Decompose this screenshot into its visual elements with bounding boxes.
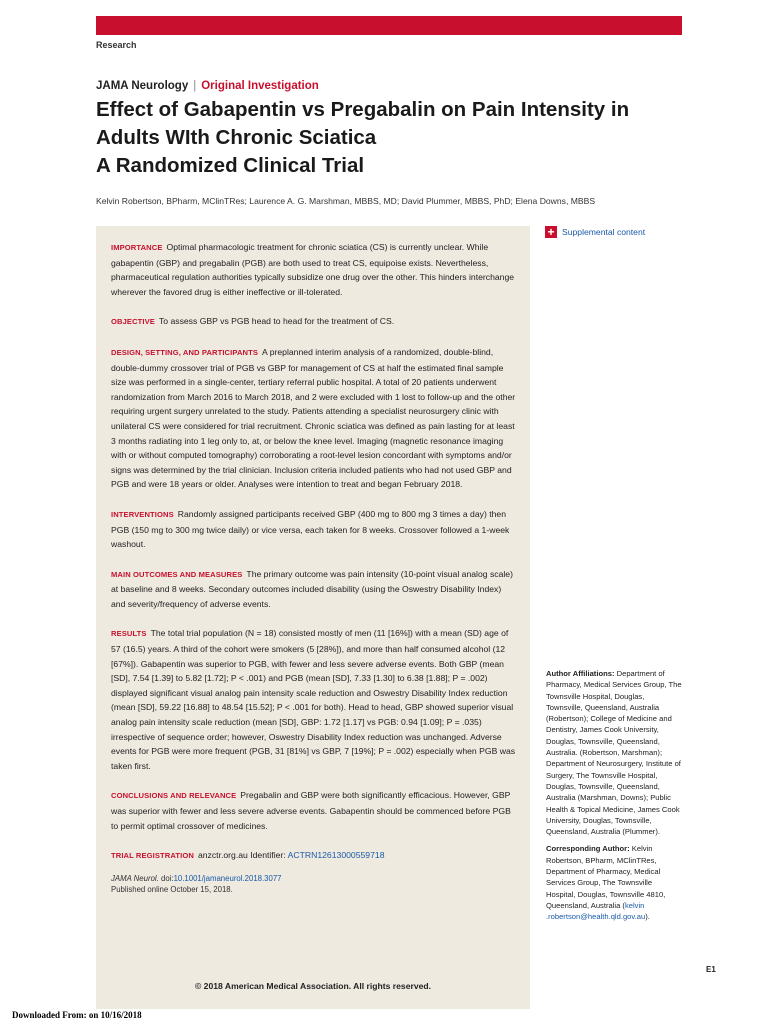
abstract-outcomes	[111, 567, 516, 612]
trial-id-link[interactable]: ACTRN12613000559718	[287, 850, 385, 861]
citation	[111, 873, 516, 895]
section-heading: IMPORTANCE	[111, 243, 163, 252]
email-link[interactable]: kelvin .robertson@health.qld.gov.au	[546, 900, 646, 922]
abstract-box	[96, 226, 530, 1009]
section-heading: RESULTS	[111, 629, 147, 639]
article-type: Original Investigation	[201, 80, 319, 92]
section-text: Randomly assigned participants received GBP (400 mg to 800 mg 3 times a day) then PGB (150 mg to 300 mg twice daily) or vice versa, each taken for 8 weeks. Crossover followed a 1-week washout.	[111, 508, 510, 550]
supplemental-content-link[interactable]	[545, 226, 645, 238]
section-heading: CONCLUSIONS AND RELEVANCE	[111, 791, 237, 801]
plus-icon: +	[545, 226, 557, 238]
corresponding-paragraph	[546, 843, 682, 922]
section-heading: INTERVENTIONS	[111, 509, 174, 519]
section-label: Research	[96, 40, 137, 50]
corresponding-close: ).	[645, 912, 650, 922]
download-stamp: Downloaded From: on 10/16/2018	[12, 1010, 142, 1020]
section-text: The total trial population (N = 18) consisted mostly of men (11 [16%]) with a mean (SD) age of 57 (16.5) years. A third of the cohort were smokers (5 [28%]), and more than half consumed alcohol (12 [67%]). Gabapentin was superior to PGB, with fewer and less severe adverse events. Both GBP (mean [SD], 7.54 [1.39] to 5.82 [1.72]; P < .001) and PGB (mean [SD], 7.33 [1.30] to 6.38 [1.88]; P = .002) displayed significant visual analog pain intensity scale reduction and Oswestry Disability Index reduction (mean [SD], 59.22 [16.88] to 48.54 [15.52]; P < .001 for both). Head to head, GBP showed superior visual analog pain intensity scale reduction (mean [SD], GBP: 1.72 [1.17] vs PGB: 0.94 [1.09]; P = .035) irrespective of sequence order; however, Oswestry Disability Index reduction was unchanged. Adverse events for PGB were more frequent (PGB, 31 [81%] vs GBP, 7 [19%]; P = .002) especially when PGB was taken first.	[111, 628, 516, 771]
corresponding-text: Kelvin Robertson, BPharm, MClinTRes, Department of Pharmacy, Medical Services Group, The Townsville Hospital, Douglas, Townsville 4810, Queensland, Australia (	[546, 844, 666, 910]
abstract-registration	[111, 848, 516, 864]
section-heading: DESIGN, SETTING, AND PARTICIPANTS	[111, 347, 259, 357]
journal-name: JAMA Neurology	[96, 80, 189, 92]
section-heading: OBJECTIVE	[111, 317, 155, 327]
section-text: Optimal pharmacologic treatment for chronic sciatica (CS) is currently unclear. While gabapentin (GBP) and pregabalin (PGB) are both used to treat CS, equipoise exists. Nevertheless, pharmaceutical regulation authorities typically subsidize one drug over the other. This hinders interchange wherever the favored drug is either ineffective or ill-tolerated.	[111, 242, 515, 297]
page-number: E1	[706, 965, 716, 974]
affiliations-paragraph	[546, 668, 682, 837]
registration-text: anzctr.org.au Identifier:	[197, 850, 286, 861]
abstract-results	[111, 626, 516, 773]
copyright: © 2018 American Medical Association. All rights reserved.	[194, 981, 432, 991]
journal-color-bar	[96, 16, 682, 35]
abstract-importance	[111, 240, 516, 299]
corresponding-heading: Corresponding Author:	[546, 844, 630, 854]
section-text: The primary outcome was pain intensity (10-point visual analog scale) at baseline and 8 weeks. Secondary outcomes included disability (using the Oswestry Disability Index) and severity/frequency of adverse events.	[111, 568, 513, 609]
abstract-interventions	[111, 507, 516, 552]
journal-separator: |	[193, 80, 197, 92]
article-title: Effect of Gabapentin vs Pregabalin on Pain Intensity in Adults WIth Chronic Sciatica	[96, 98, 630, 149]
author-affiliations	[546, 668, 682, 929]
author-list: Kelvin Robertson, BPharm, MClinTRes; Laurence A. G. Marshman, MBBS, MD; David Plummer, MBBS, PhD; Elena Downs, MBBS	[96, 196, 596, 206]
supplemental-label: Supplemental content	[562, 227, 646, 237]
citation-journal: JAMA Neurol.	[111, 873, 159, 883]
affiliations-text: Department of Pharmacy, Medical Services Group, The Townsville Hospital, Douglas, Townsville, Queensland, Australia (Robertson); College of Medicine and Dentistry, James Cook University, Douglas, Townsville, Queensland, Australia. (Robertson, Marshman); Department of Neurosurgery, Institute of Surgery, The Townsville Hospital, Douglas, Townsville, Queensland, Australia (Marshman, Downs); Public Health & Topical Medicine, James Cook University, Douglas, Townsville, Queensland, Australia (Plummer).	[546, 669, 682, 837]
section-text: A preplanned interim analysis of a randomized, double-blind, double-dummy crossover trial of PGB vs GBP for management of CS at half the estimated final sample size was performed in a single-center, tertiary referral public hospital. A total of 20 patients underwent randomization from March 2016 to March 2018, and 2 were excluded with 1 lost to follow-up and the other requiring urgent surgery unrelated to the study. Patients attending a specialist neurosurgery clinic with unilateral CS were considered for trial recruitment. Chronic sciatica was defined as pain lasting for at least 3 months radiating into 1 leg only to, at, or below the knee level. Imaging (magnetic resonance imaging with or without computed tomography) corroborating a root-level lesion concordant with symptoms and/or signs was determined by the trial clinician. Inclusion criteria included patients who had not used GBP and PGB and were 18 years or older. Analyses were intention to treat and began February 2018.	[111, 346, 516, 490]
section-heading: TRIAL REGISTRATION	[111, 851, 194, 861]
section-text: Pregabalin and GBP were both significantly efficacious. However, GBP was superior with fewer and less severe adverse events. Gabapentin should be commenced before PGB to permit optimal crossover of medicines.	[111, 790, 511, 831]
abstract-design	[111, 345, 516, 492]
section-text: To assess GBP vs PGB head to head for the treatment of CS.	[158, 316, 395, 327]
doi-link[interactable]: 10.1001/jamaneurol.2018.3077	[173, 873, 282, 883]
section-heading: MAIN OUTCOMES AND MEASURES	[111, 569, 243, 579]
citation-doi-prefix: doi:	[160, 873, 174, 883]
journal-line	[96, 80, 319, 92]
affiliations-heading: Author Affiliations:	[546, 669, 615, 678]
article-subtitle: A Randomized Clinical Trial	[96, 154, 365, 177]
published-date: Published online October 15, 2018.	[111, 884, 233, 894]
abstract-conclusions	[111, 788, 516, 833]
abstract-objective	[111, 314, 516, 330]
